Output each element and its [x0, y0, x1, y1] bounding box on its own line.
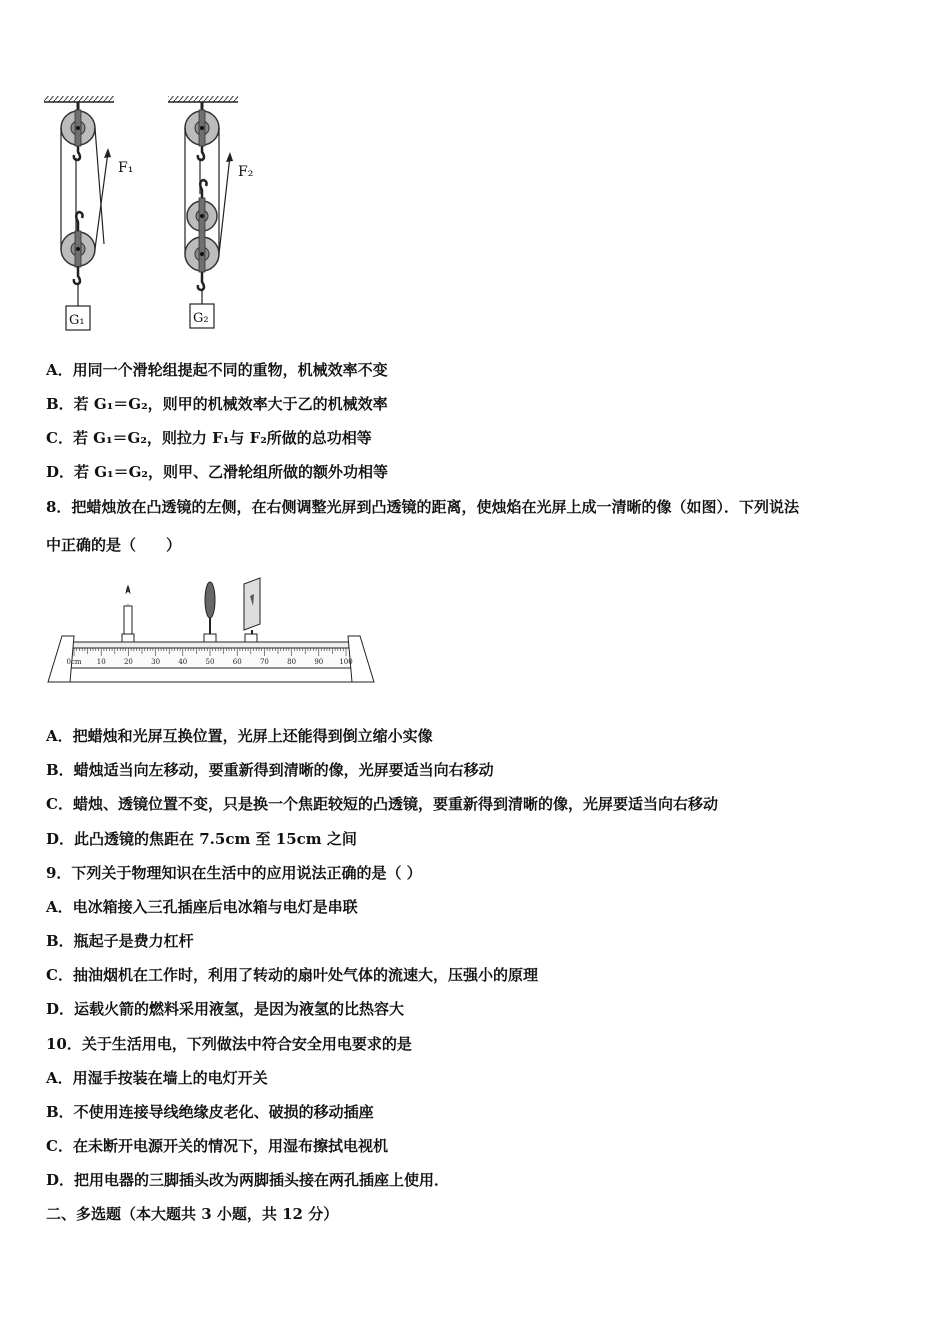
pulley-system-yi	[168, 96, 253, 328]
q10-option-c: C．在未断开电源开关的情况下，用湿布擦拭电视机	[46, 1137, 388, 1155]
q10-option-a: A．用湿手按装在墙上的电灯开关	[46, 1069, 268, 1087]
q7-option-d: D．若 G₁＝G₂，则甲、乙滑轮组所做的额外功相等	[46, 463, 388, 481]
q10-stem: 10．关于生活用电，下列做法中符合安全用电要求的是	[46, 1035, 412, 1053]
q7-option-c: C．若 G₁＝G₂，则拉力 F₁与 F₂所做的总功相等	[46, 429, 372, 447]
weight1-label: G₁	[69, 313, 85, 328]
ruler-label: 80	[287, 658, 297, 666]
q8-option-a: A．把蜡烛和光屏互换位置，光屏上还能得到倒立缩小实像	[46, 727, 433, 745]
candle	[124, 586, 132, 638]
q9-option-d: D．运载火箭的燃料采用液氢，是因为液氢的比热容大	[46, 1000, 405, 1018]
force1-label: F₁	[118, 160, 134, 176]
pulley-figure	[40, 94, 270, 339]
ruler-label: 70	[259, 658, 269, 666]
ruler-label: 10	[96, 658, 106, 666]
q9-option-c: C．抽油烟机在工作时，利用了转动的扇叶处气体的流速大，压强小的原理	[46, 966, 538, 984]
ruler-label: 100	[339, 658, 353, 666]
q8-stem-line1: 8．把蜡烛放在凸透镜的左侧，在右侧调整光屏到凸透镜的距离，使烛焰在光屏上成一清晰的像（如图）．下列说法	[46, 498, 799, 516]
ruler-label: 90	[314, 658, 324, 666]
section2-title: 二、多选题（本大题共 3 小题，共 12 分）	[46, 1205, 339, 1223]
ruler-label: 40	[178, 658, 188, 666]
q7-option-b: B．若 G₁＝G₂，则甲的机械效率大于乙的机械效率	[46, 395, 388, 413]
ruler-label: 0cm	[66, 658, 82, 666]
ruler-label: 30	[151, 658, 161, 666]
pulley-system-jia	[44, 96, 133, 330]
convex-lens	[205, 582, 215, 634]
q8-option-b: B．蜡烛适当向左移动，要重新得到清晰的像，光屏要适当向右移动	[46, 761, 494, 779]
q10-option-d: D．把用电器的三脚插头改为两脚插头接在两孔插座上使用．	[46, 1171, 450, 1189]
q9-stem: 9．下列关于物理知识在生活中的应用说法正确的是（ ）	[46, 864, 422, 882]
light-screen	[244, 578, 260, 638]
q9-option-b: B．瓶起子是费力杠杆	[46, 932, 194, 950]
ruler-label: 20	[123, 658, 133, 666]
ruler-label: 60	[232, 658, 242, 666]
q8-stem-line2: 中正确的是（ ）	[46, 536, 182, 554]
q8-option-c: C．蜡烛、透镜位置不变，只是换一个焦距较短的凸透镜，要重新得到清晰的像，光屏要适当向右移动	[46, 795, 718, 813]
q7-option-a: A．用同一个滑轮组提起不同的重物，机械效率不变	[46, 361, 388, 379]
q9-option-a: A．电冰箱接入三孔插座后电冰箱与电灯是串联	[46, 898, 358, 916]
q10-option-b: B．不使用连接导线绝缘皮老化、破损的移动插座	[46, 1103, 374, 1121]
force2-label: F₂	[238, 164, 254, 180]
optical-bench-figure	[44, 576, 380, 688]
ruler-label: 50	[205, 658, 215, 666]
weight2-label: G₂	[193, 311, 209, 326]
q8-option-d: D．此凸透镜的焦距在 7.5cm 至 15cm 之间	[46, 830, 357, 848]
